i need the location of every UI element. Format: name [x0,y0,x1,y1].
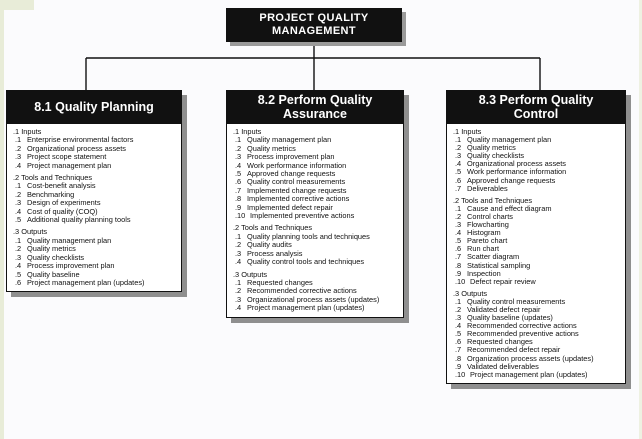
list-item: .5 Pareto chart [455,236,508,246]
section-title: .3 Outputs [453,288,488,298]
list-item: .1 Quality control measurements [455,296,566,306]
section-title: .2 Tools and Techniques [13,173,93,183]
list-item: .2 Validated defect repair [455,304,541,314]
list-item: .1 Quality management plan [15,235,112,245]
process-body [446,124,626,384]
process-box-quality-planning [6,90,182,292]
process-box-perform-quality-assurance [226,90,404,318]
list-item: .7 Deliverables [455,183,508,193]
list-item: .6 Quality control measurements [235,177,346,187]
list-item: .3 Process analysis [235,248,303,258]
list-item: .1 Cause and effect diagram [455,203,552,213]
root-process-box [226,8,402,42]
list-item: .1 Cost-benefit analysis [15,181,96,191]
list-item: .3 Design of experiments [15,198,101,208]
list-item: .9 Validated deliverables [455,361,539,371]
tools-section [13,174,177,224]
section-title: .3 Outputs [233,269,268,279]
outputs-section [453,290,621,379]
list-item: .7 Implemented change requests [235,185,347,195]
list-item: .5 Quality baseline [15,269,80,279]
list-item: .10 Project management plan (updates) [455,369,588,379]
process-title-line-1: 8.2 Perform Quality [257,93,373,107]
list-item: .3 Quality baseline (updates) [455,313,553,323]
section-title: .2 Tools and Techniques [453,195,533,205]
list-item: .3 Project scope statement [15,152,107,162]
section-title: .1 Inputs [453,127,482,136]
list-item: .4 Organizational process assets [455,159,567,169]
list-item: .6 Requested changes [455,337,533,347]
list-item: .10 Implemented preventive actions [235,211,355,221]
list-item: .8 Statistical sampling [455,260,531,270]
list-item: .9 Inspection [455,268,501,278]
list-item: .4 Histogram [455,228,501,238]
root-title-line-1: PROJECT QUALITY [259,12,369,24]
list-item: .4 Recommended corrective actions [455,321,577,331]
inputs-section [453,128,621,193]
list-item: .5 Recommended preventive actions [455,329,579,339]
outputs-section [13,228,177,287]
list-item: .4 Process improvement plan [15,261,115,271]
list-item: .1 Quality management plan [235,135,332,145]
list-item: .8 Organization process assets (updates) [455,353,594,363]
list-item: .4 Cost of quality (COQ) [15,206,98,216]
tools-section [233,224,399,266]
inputs-section [233,128,399,220]
section-title: .1 Inputs [233,127,262,136]
list-item: .9 Implemented defect repair [235,202,333,212]
list-item: .7 Recommended defect repair [455,345,561,355]
list-item: .2 Control charts [455,211,514,221]
list-item: .6 Run chart [455,244,500,254]
process-header [446,90,626,124]
list-item: .3 Process improvement plan [235,152,335,162]
list-item: .3 Organizational process assets (updates) [235,294,380,304]
list-item: .5 Approved change requests [235,169,336,179]
list-item: .2 Quality metrics [15,244,76,254]
process-title-line-2: Control [513,107,559,121]
list-item: .1 Quality planning tools and techniques [235,231,370,241]
list-item: .4 Project management plan (updates) [235,303,365,313]
list-item: .10 Defect repair review [455,276,536,286]
process-header [226,90,404,124]
list-item: .2 Quality metrics [455,143,516,153]
section-title: .1 Inputs [13,127,42,136]
list-item: .7 Scatter diagram [455,252,520,262]
inputs-section [13,128,177,170]
list-item: .1 Requested changes [235,277,313,287]
list-item: .4 Project management plan [15,160,112,170]
list-item: .4 Work performance information [235,160,347,170]
process-body [6,124,182,292]
process-title-line-1: 8.3 Perform Quality [478,93,594,107]
list-item: .4 Quality control tools and techniques [235,257,365,267]
list-item: .5 Work performance information [455,167,567,177]
list-item: .6 Project management plan (updates) [15,277,145,287]
tools-section [453,197,621,286]
root-title-line-2: MANAGEMENT [271,25,357,37]
list-item: .8 Implemented corrective actions [235,194,350,204]
process-body [226,124,404,318]
process-header [6,90,182,124]
process-box-perform-quality-control [446,90,626,384]
process-title-line-2: Assurance [283,107,347,121]
list-item: .6 Approved change requests [455,175,556,185]
list-item: .2 Organizational process assets [15,143,127,153]
list-item: .2 Quality audits [235,240,292,250]
list-item: .3 Quality checklists [455,151,525,161]
section-title: .3 Outputs [13,227,48,237]
list-item: .2 Quality metrics [235,143,296,153]
list-item: .1 Quality management plan [455,135,552,145]
outputs-section [233,271,399,313]
process-title: 8.1 Quality Planning [34,100,154,114]
list-item: .2 Recommended corrective actions [235,286,357,296]
list-item: .3 Quality checklists [15,252,85,262]
list-item: .3 Flowcharting [455,220,509,230]
list-item: .1 Enterprise environmental factors [15,135,134,145]
section-title: .2 Tools and Techniques [233,223,313,233]
list-item: .5 Additional quality planning tools [15,215,131,225]
list-item: .2 Benchmarking [15,189,75,199]
